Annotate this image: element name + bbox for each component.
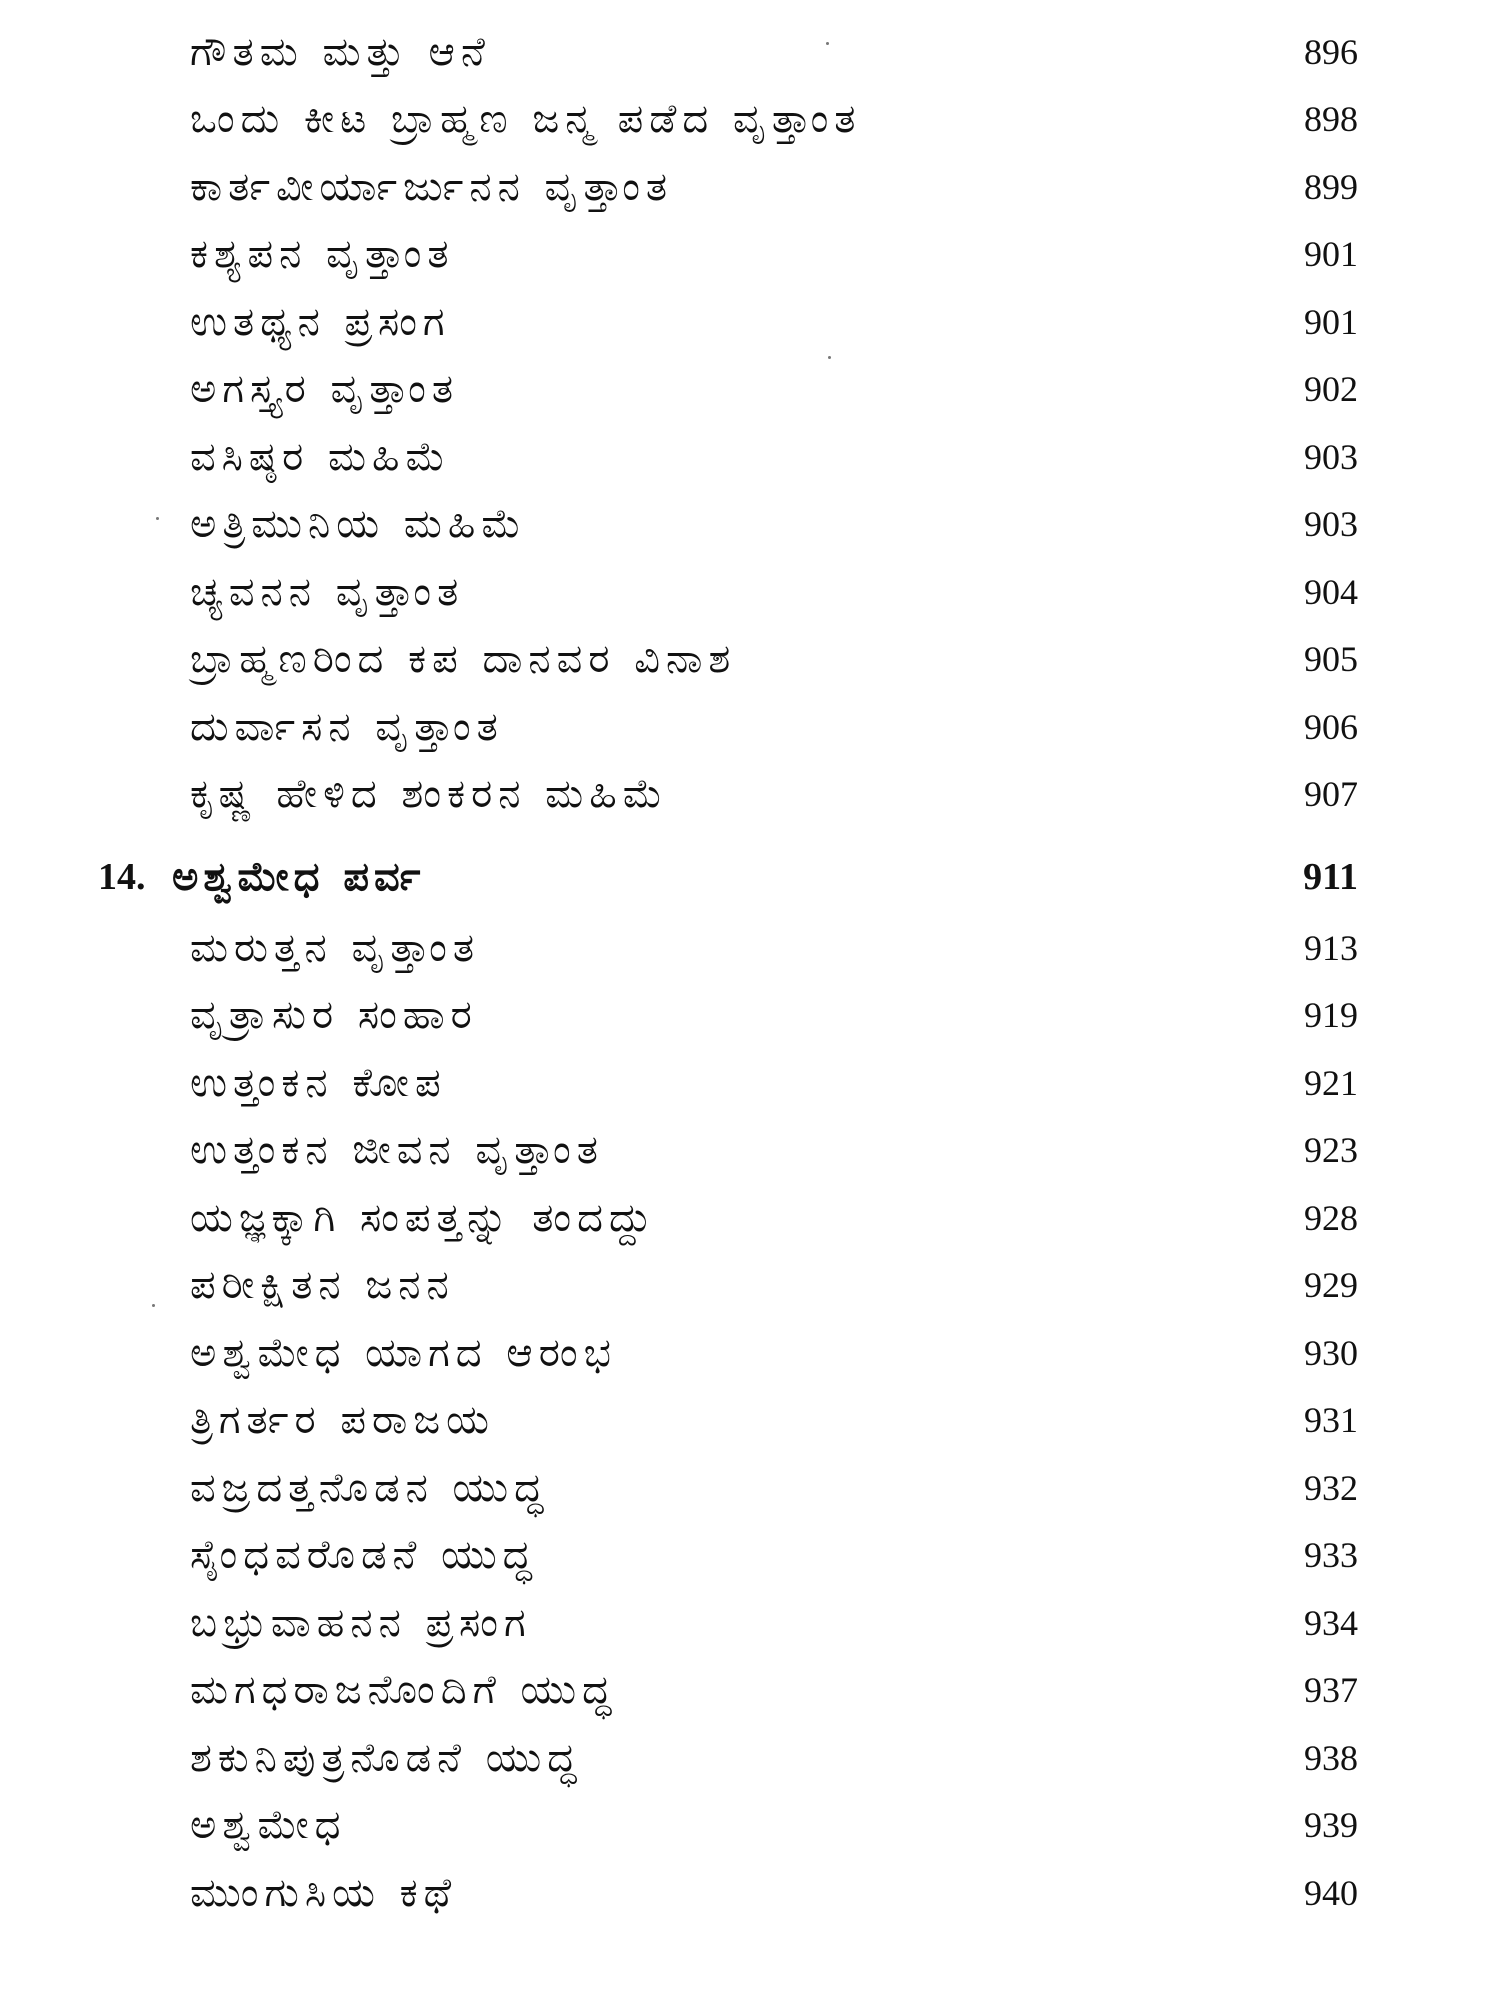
toc-entry-title: ಅಗಸ್ತ್ಯರ ವೃತ್ತಾಂತ — [190, 366, 460, 413]
toc-entry — [0, 1049, 1500, 1117]
toc-entry — [0, 1319, 1500, 1387]
toc-entry-title: ಬಭ್ರುವಾಹನನ ಪ್ರಸಂಗ — [190, 1599, 532, 1646]
section-page: 911 — [1303, 856, 1358, 898]
toc-entry — [0, 1117, 1500, 1185]
toc-entry-page: 901 — [1304, 301, 1358, 342]
toc-entry — [0, 1589, 1500, 1657]
toc-entry — [0, 221, 1500, 289]
toc-entry-page: 919 — [1304, 995, 1358, 1036]
toc-entry — [0, 356, 1500, 424]
toc-entry — [0, 288, 1500, 356]
toc-entry — [0, 1454, 1500, 1522]
toc-entry — [0, 18, 1500, 86]
section-number: 14. — [98, 856, 146, 898]
toc-entry-title: ಅತ್ರಿಮುನಿಯ ಮಹಿಮೆ — [190, 501, 527, 548]
section-title: ಅಶ್ವಮೇಧ ಪರ್ವ — [172, 853, 426, 900]
toc-entry-title: ಉತ್ತಂಕನ ಕೋಪ — [190, 1059, 447, 1106]
toc-entry-page: 929 — [1304, 1265, 1358, 1306]
toc-entry-title: ಶಕುನಿಪುತ್ರನೊಡನೆ ಯುದ್ಧ — [190, 1734, 583, 1781]
toc-entry — [0, 1724, 1500, 1792]
toc-entry — [0, 86, 1500, 154]
toc-entry-page: 933 — [1304, 1535, 1358, 1576]
toc-entry-page: 902 — [1304, 369, 1358, 410]
section-heading — [0, 832, 1500, 922]
toc-entry-title: ಚ್ಯವನನ ವೃತ್ತಾಂತ — [190, 568, 465, 615]
toc-entry-title: ಅಶ್ವಮೇಧ ಯಾಗದ ಆರಂಭ — [190, 1329, 617, 1376]
toc-entry-title: ತ್ರಿಗರ್ತರ ಪರಾಜಯ — [190, 1397, 495, 1444]
toc-entry-page: 930 — [1304, 1332, 1358, 1373]
toc-entry-title: ಅಶ್ವಮೇಧ — [190, 1802, 347, 1849]
toc-entry — [0, 693, 1500, 761]
toc-entry-title: ಬ್ರಾಹ್ಮಣರಿಂದ ಕಪ ದಾನವರ ವಿನಾಶ — [190, 636, 737, 683]
toc-entry-page: 907 — [1304, 774, 1358, 815]
toc-entry — [0, 1252, 1500, 1320]
toc-entry-title: ಕಶ್ಯಪನ ವೃತ್ತಾಂತ — [190, 231, 455, 278]
toc-entry-page: 932 — [1304, 1467, 1358, 1508]
toc-entry — [0, 1792, 1500, 1860]
toc-entry — [0, 982, 1500, 1050]
toc-entry — [0, 761, 1500, 829]
toc-entry-title: ಸೈಂಧವರೊಡನೆ ಯುದ್ಧ — [190, 1532, 538, 1579]
toc-entry — [0, 914, 1500, 982]
toc-entry — [0, 1859, 1500, 1927]
toc-entry-page: 921 — [1304, 1062, 1358, 1103]
toc-entry-title: ವೃತ್ರಾಸುರ ಸಂಹಾರ — [190, 992, 478, 1039]
table-of-contents — [0, 18, 1500, 1927]
toc-entry — [0, 423, 1500, 491]
toc-entry-page: 898 — [1304, 99, 1358, 140]
toc-entry-page: 928 — [1304, 1197, 1358, 1238]
toc-entry-page: 903 — [1304, 504, 1358, 545]
toc-entry-page: 937 — [1304, 1670, 1358, 1711]
toc-entry — [0, 1387, 1500, 1455]
toc-entry-title: ಕಾರ್ತವೀರ್ಯಾರ್ಜುನನ ವೃತ್ತಾಂತ — [190, 163, 674, 210]
toc-entry — [0, 558, 1500, 626]
toc-entry-page: 934 — [1304, 1602, 1358, 1643]
toc-entry-title: ಉತ್ತಂಕನ ಜೀವನ ವೃತ್ತಾಂತ — [190, 1127, 604, 1174]
toc-entry-page: 903 — [1304, 436, 1358, 477]
toc-entry-page: 896 — [1304, 31, 1358, 72]
toc-entry-page: 923 — [1304, 1130, 1358, 1171]
toc-entry-page: 899 — [1304, 166, 1358, 207]
toc-entry-title: ಒಂದು ಕೀಟ ಬ್ರಾಹ್ಮಣ ಜನ್ಮ ಪಡೆದ ವೃತ್ತಾಂತ — [190, 96, 862, 143]
toc-entry-title: ಉತಥ್ಯನ ಪ್ರಸಂಗ — [190, 298, 451, 345]
toc-entry-page: 904 — [1304, 571, 1358, 612]
toc-entry — [0, 491, 1500, 559]
toc-entry-title: ಯಜ್ಞಕ್ಕಾಗಿ ಸಂಪತ್ತನ್ನು ತಂದದ್ದು — [190, 1194, 658, 1241]
toc-entry-title: ಕೃಷ್ಣ ಹೇಳಿದ ಶಂಕರನ ಮಹಿಮೆ — [190, 771, 669, 818]
toc-entry — [0, 626, 1500, 694]
toc-entry — [0, 1522, 1500, 1590]
toc-entry-page: 901 — [1304, 234, 1358, 275]
toc-entry — [0, 153, 1500, 221]
toc-entry-title: ದುರ್ವಾಸನ ವೃತ್ತಾಂತ — [190, 703, 504, 750]
toc-entry-title: ಪರೀಕ್ಷಿತನ ಜನನ — [190, 1262, 455, 1309]
toc-entry-page: 906 — [1304, 706, 1358, 747]
toc-entry-title: ಮಗಧರಾಜನೊಂದಿಗೆ ಯುದ್ಧ — [190, 1667, 618, 1714]
section-entries — [0, 914, 1500, 1927]
toc-entry-page: 940 — [1304, 1872, 1358, 1913]
toc-entry-title: ವಸಿಷ್ಠರ ಮಹಿಮೆ — [190, 433, 452, 480]
toc-entry — [0, 1184, 1500, 1252]
toc-entry-page: 913 — [1304, 927, 1358, 968]
toc-entry-page: 905 — [1304, 639, 1358, 680]
toc-entry-title: ಮುಂಗುಸಿಯ ಕಥೆ — [190, 1869, 458, 1916]
toc-entry — [0, 1657, 1500, 1725]
toc-entry-title: ಗೌತಮ ಮತ್ತು ಆನೆ — [190, 28, 491, 75]
toc-entry-page: 931 — [1304, 1400, 1358, 1441]
toc-entry-page: 939 — [1304, 1805, 1358, 1846]
toc-entry-page: 938 — [1304, 1737, 1358, 1778]
toc-entry-title: ವಜ್ರದತ್ತನೊಡನ ಯುದ್ಧ — [190, 1464, 550, 1511]
toc-entry-title: ಮರುತ್ತನ ವೃತ್ತಾಂತ — [190, 924, 481, 971]
